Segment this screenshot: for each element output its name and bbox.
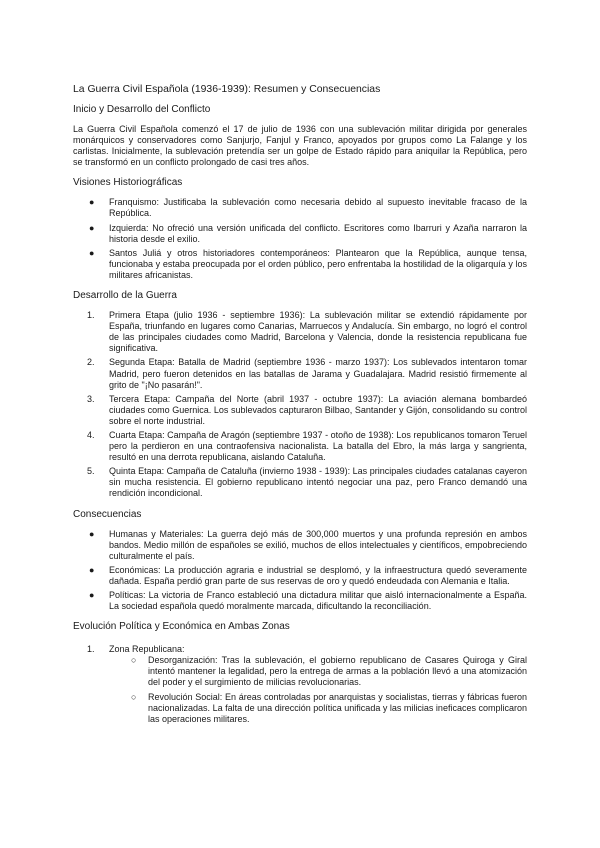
list-item: ○ Revolución Social: En áreas controladas por anarquistas y socialistas, tierras y fábricas fueron nacionalizadas. La falta de una dirección política unificada y las milicias ineficaces complicaron las operaciones militares. <box>131 691 527 724</box>
bullet-icon: ● <box>89 564 95 575</box>
paragraph-inicio: La Guerra Civil Española comenzó el 17 de julio de 1936 con una sublevación militar dirigida por generales monárquicos y conservadores como Sanjurjo, Fanjul y Franco, apoyados por grupos como La Falange y los carlistas. Inicialmente, la sublevación pretendía ser un golpe de Estado rápido para aniquilar la República, pero se transformó en un conflicto prolongado de casi tres años. <box>73 124 527 168</box>
list-item: 2. Segunda Etapa: Batalla de Madrid (septiembre 1936 - marzo 1937): Los sublevados intentaron tomar Madrid, pero fueron detenidos en las batallas de Jarama y Guadalajara. Madrid resistió firmemente al grito de "¡No pasarán!". <box>87 357 527 390</box>
zona-republicana-label: Zona Republicana: <box>109 644 185 655</box>
section-heading-desarrollo: Desarrollo de la Guerra <box>73 290 177 302</box>
list-number: 1. <box>87 644 95 655</box>
list-item: 3. Tercera Etapa: Campaña del Norte (abril 1937 - octubre 1937): La aviación alemana bombardeó ciudades como Guernica. Los sublevados capturaron Bilbao, Santander y Gijón, consolidando su control sobre el norte industrial. <box>87 393 527 426</box>
visiones-list <box>73 197 527 281</box>
list-item <box>73 644 527 655</box>
circle-bullet-icon: ○ <box>131 655 137 666</box>
bullet-icon: ● <box>89 590 95 600</box>
list-number: 4. <box>87 429 95 440</box>
list-item: 4. Cuarta Etapa: Campaña de Aragón (septiembre 1937 - otoño de 1938): Los republicanos tomaron Teruel pero la perdieron en una contraofensiva nacionalista. La batalla del Ebro, la más larga y sangrienta, resultó en una derrota republicana, aislando Cataluña. <box>87 429 527 463</box>
document-title: La Guerra Civil Española (1936-1939): Resumen y Consecuencias <box>73 84 381 95</box>
zona-republicana-sublist <box>73 655 527 725</box>
list-number: 2. <box>87 357 95 368</box>
list-number: 1. <box>87 310 95 321</box>
section-heading-evolucion: Evolución Política y Económica en Ambas Zonas <box>73 621 290 633</box>
bullet-icon: ● <box>89 247 95 258</box>
bullet-icon: ● <box>89 197 95 208</box>
consecuencias-list <box>73 529 527 613</box>
list-item: ○ Desorganización: Tras la sublevación, el gobierno republicano de Casares Quiroga y Giral intentó mantener la legalidad, pero la entrega de armas a la población llevó a una atomización del poder y el surgimiento de milicias revolucionarias. <box>131 655 527 688</box>
section-heading-consecuencias: Consecuencias <box>73 508 142 520</box>
evolucion-list <box>73 644 527 655</box>
list-item: ● Políticas: La victoria de Franco estableció una dictadura militar que aisló internacionalmente a España. La sociedad española quedó moralmente marcada, dificultando la reconciliación. <box>89 590 527 612</box>
circle-bullet-icon: ○ <box>131 691 137 702</box>
desarrollo-list <box>73 310 527 500</box>
list-item: ● Económicas: La producción agraria e industrial se desplomó, y la infraestructura quedó severamente dañada. España perdió gran parte de sus reservas de oro y quedó endeudada con Alemania e Italia. <box>89 564 527 586</box>
list-item: ● Izquierda: No ofreció una versión unificada del conflicto. Escritores como Ibarruri y Azaña narraron la historia desde el exilio. <box>89 222 527 244</box>
list-item: 5. Quinta Etapa: Campaña de Cataluña (invierno 1938 - 1939): Las principales ciudades catalanas cayeron sin mucha resistencia. El gobierno republicano intentó negociar una paz, pero Franco demandó una rendición incondicional. <box>87 466 527 499</box>
list-number: 5. <box>87 466 95 477</box>
list-item: ● Humanas y Materiales: La guerra dejó más de 300,000 muertos y una profunda represión en ambos bandos. Medio millón de españoles se exilió, muchos de ellos intelectuales y científicos, empobreciendo culturalmente el país. <box>89 528 527 561</box>
list-item: ● Franquismo: Justificaba la sublevación como necesaria debido al supuesto inevitable fracaso de la República. <box>89 197 527 219</box>
bullet-icon: ● <box>89 222 95 233</box>
bullet-icon: ● <box>89 528 95 539</box>
section-heading-visiones: Visiones Historiográficas <box>73 177 183 189</box>
list-number: 3. <box>87 393 95 404</box>
list-item: 1. Primera Etapa (julio 1936 - septiembre 1936): La sublevación militar se extendió rápidamente por España, triunfando en lugares como Canarias, Marruecos y Andalucía. Sin embargo, no logró el control de las principales ciudades como Madrid, Barcelona y Valencia, donde la resistencia republicana fue significativa. <box>87 310 527 354</box>
section-heading-inicio: Inicio y Desarrollo del Conflicto <box>73 104 211 115</box>
list-item: ● Santos Juliá y otros historiadores contemporáneos: Plantearon que la República, aunque tensa, funcionaba y estaba preocupada por el orden público, pero enfrentaba la hostilidad de la oligarquía y los militares africanistas. <box>89 247 527 280</box>
